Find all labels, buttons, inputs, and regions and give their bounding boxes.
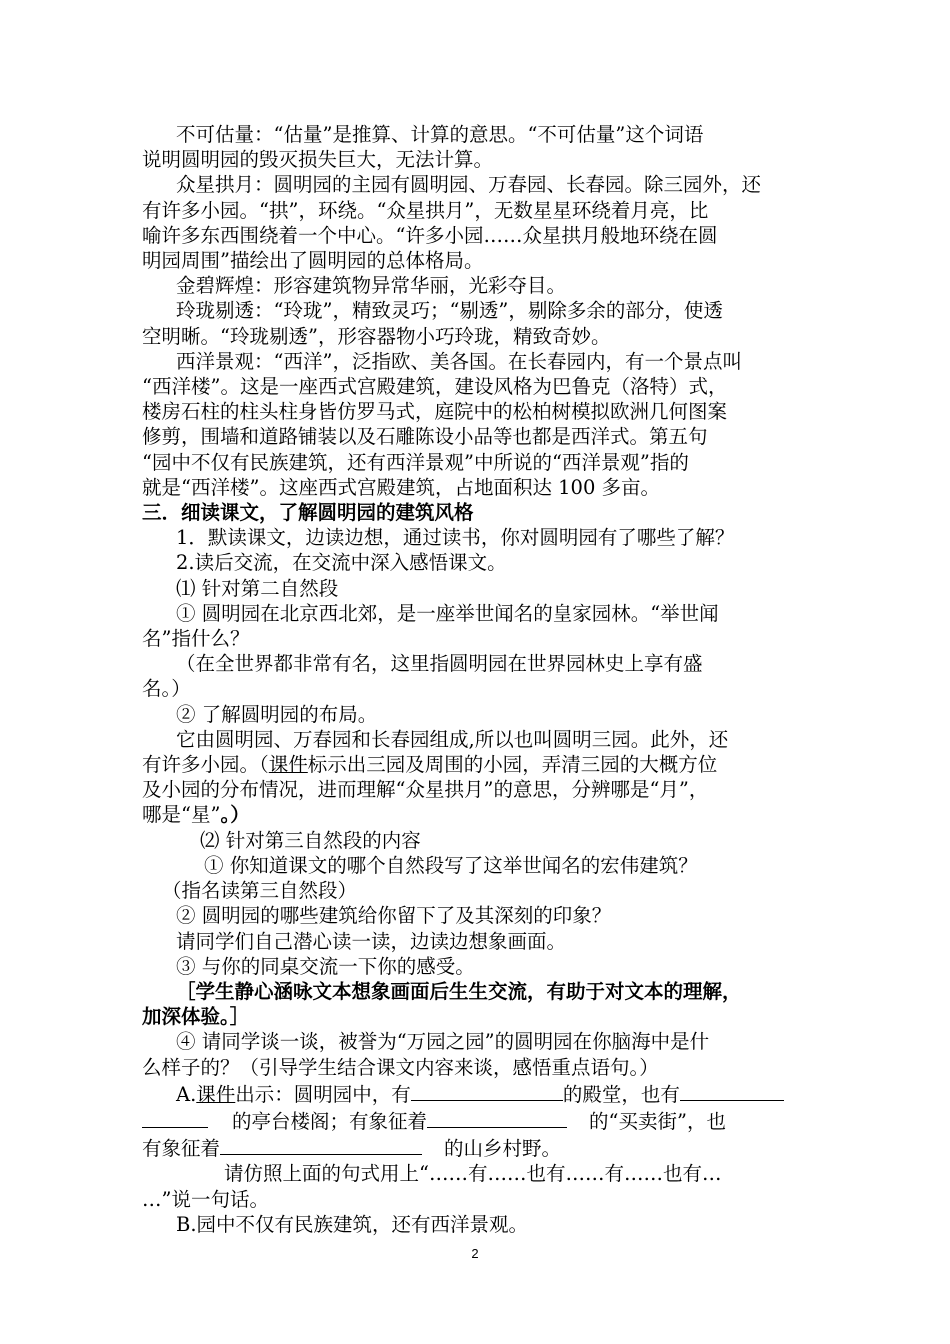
- text-segment: 的亭台楼阁；有象征着: [232, 1109, 428, 1133]
- text-line: ④ 请同学谈一谈，被誉为“万园之园”的圆明园在你脑海中是什: [176, 1030, 710, 1054]
- text-line: ⑵ 针对第三自然段的内容: [200, 828, 421, 852]
- text-line: ② 圆明园的哪些建筑给你留下了及其深刻的印象？: [176, 904, 612, 928]
- text-segment: 的殿堂，也有: [562, 1082, 680, 1106]
- text-line: 请同学们自己潜心读一读，边读边想象画面。: [176, 929, 567, 953]
- text-line: 空明晰。“玲珑剔透”，形容器物小巧玲珑，精致奇妙。: [142, 324, 611, 348]
- text-segment: 的“买卖街”，也: [589, 1109, 726, 1133]
- text-segment: A.: [176, 1082, 197, 1106]
- fill-blank[interactable]: [680, 1080, 784, 1101]
- text-line: ② 了解圆明园的布局。: [176, 702, 378, 726]
- text-line: 修剪，围墙和道路铺装以及石雕陈设小品等也都是西洋式。第五句: [142, 425, 708, 449]
- text-line: 2.读后交流，在交流中深入感悟课文。: [176, 551, 507, 575]
- text-line: 玲珑剔透：“玲珑”，精致灵巧；“剔透”，剔除多余的部分，使透: [176, 299, 723, 323]
- text-line: [142, 1107, 814, 1134]
- teaching-note: 加深体验。］: [142, 1005, 250, 1029]
- teaching-note: ［学生静心涵咏文本想象画面后生生交流，有助于对文本的理解，: [176, 979, 742, 1003]
- text-line: 喻许多东西围绕着一个中心。“许多小园……众星拱月般地环绕在圆: [142, 223, 718, 247]
- page-number: 2: [471, 1246, 479, 1261]
- text-line: 及小园的分布情况，进而理解“众星拱月”的意思，分辨哪是“月”，: [142, 778, 709, 802]
- text-line: 楼房石柱的柱头柱身皆仿罗马式，庭院中的松柏树模拟欧洲几何图案: [142, 400, 728, 424]
- fill-blank[interactable]: [411, 1080, 563, 1101]
- text-line: 明园周围”描绘出了圆明园的总体格局。: [142, 249, 484, 273]
- text-line: （在全世界都非常有名，这里指圆明园在世界园林史上享有盛: [176, 652, 703, 676]
- text-segment: 有象征着: [142, 1137, 221, 1161]
- text-line: …”说一句话。: [142, 1187, 269, 1211]
- text-line: ⑴ 针对第二自然段: [176, 576, 339, 600]
- text-line: 不可估量：“估量”是推算、计算的意思。“不可估量”这个词语: [176, 123, 704, 146]
- text-segment: 哪是“星”: [142, 803, 221, 827]
- text-line: 金碧辉煌：形容建筑物异常华丽，光彩夺目。: [176, 274, 567, 298]
- text-line: 众星拱月：圆明园的主园有圆明园、万春园、长春园。除三园外，还: [176, 173, 762, 197]
- text-line: ① 圆明园在北京西北郊，是一座举世闻名的皇家园林。“举世闻: [176, 601, 719, 625]
- text-segment: 出示：圆明园中，有: [235, 1082, 411, 1106]
- text-line: 名”指什么？: [142, 627, 250, 651]
- text-line: B.园中不仅有民族建筑，还有西洋景观。: [176, 1212, 529, 1236]
- text-line: “园中不仅有民族建筑，还有西洋景观”中所说的“西洋景观”指的: [142, 450, 689, 474]
- text-segment: 有许多小园。（: [142, 753, 269, 777]
- text-line: 1．默读课文，边读边想，通过读书，你对圆明园有了哪些了解？: [176, 526, 735, 550]
- fill-blank[interactable]: [427, 1107, 567, 1128]
- text-segment: 的山乡村野。: [444, 1137, 562, 1161]
- text-line: ① 你知道课文的哪个自然段写了这举世闻名的宏伟建筑？: [204, 853, 698, 877]
- text-line: （指名读第三自然段）: [162, 879, 358, 903]
- section-heading: 三．细读课文，了解圆明园的建筑风格: [142, 501, 474, 525]
- text-line: “西洋楼”。这是一座西式宫殿建筑，建设风格为巴鲁克（洛特）式，: [142, 375, 728, 399]
- text-line: 就是“西洋楼”。这座西式宫殿建筑，占地面积达 100 多亩。: [142, 475, 661, 499]
- fill-blank[interactable]: [220, 1134, 422, 1155]
- text-line: 它由圆明园、万春园和长春园组成,所以也叫圆明三园。此外，还: [176, 727, 729, 751]
- text-segment: 标示出三园及周围的小园，弄清三园的大概方位: [307, 753, 718, 777]
- text-segment: 。）: [220, 803, 250, 827]
- text-line: 名。）: [142, 677, 191, 701]
- text-line: [142, 752, 814, 777]
- text-line: 请仿照上面的句式用上“……有……也有……有……也有…: [224, 1162, 722, 1186]
- text-line: ③ 与你的同桌交流一下你的感受。: [176, 954, 475, 978]
- page-content: [142, 122, 814, 1237]
- fill-blank[interactable]: [142, 1107, 208, 1128]
- text-line: [142, 1080, 814, 1107]
- text-line: [142, 802, 814, 827]
- text-line: 说明圆明园的毁灭损失巨大，无法计算。: [142, 148, 494, 172]
- courseware-link: 课件: [268, 753, 308, 777]
- text-line: [142, 1134, 814, 1161]
- text-line: 有许多小园。“拱”，环绕。“众星拱月”，无数星星环绕着月亮，比: [142, 198, 709, 222]
- courseware-link: 课件: [196, 1082, 236, 1106]
- text-line: 么样子的？（引导学生结合课文内容来谈，感悟重点语句。）: [142, 1055, 659, 1079]
- text-line: 西洋景观：“西洋”，泛指欧、美各国。在长春园内，有一个景点叫: [176, 349, 742, 373]
